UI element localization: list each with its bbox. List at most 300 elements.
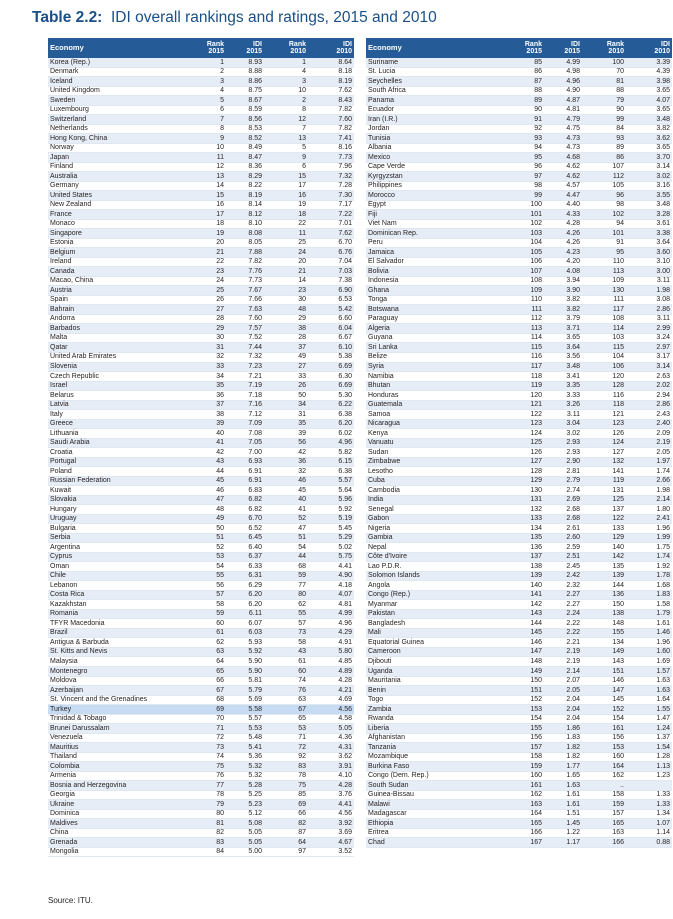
rank-2010-cell: 101 bbox=[612, 229, 624, 237]
rank-2015-cell: 8 bbox=[220, 125, 224, 133]
rank-2015-cell: 41 bbox=[216, 439, 224, 447]
rank-2015-cell: 22 bbox=[216, 258, 224, 266]
idi-2015-cell: 6.91 bbox=[248, 467, 262, 475]
idi-2015-cell: 2.04 bbox=[566, 715, 580, 723]
idi-2010-cell: 6.38 bbox=[338, 410, 352, 418]
idi-2010-cell: 3.60 bbox=[656, 248, 670, 256]
economy-cell: Trinidad & Tobago bbox=[50, 715, 107, 723]
idi-2015-cell: 2.14 bbox=[566, 667, 580, 675]
rank-2015-cell: 64 bbox=[216, 657, 224, 665]
rank-2015-cell: 43 bbox=[216, 458, 224, 466]
rank-2015-cell: 51 bbox=[216, 534, 224, 542]
rank-2015-cell: 165 bbox=[530, 819, 542, 827]
rank-2015-cell: 2 bbox=[220, 68, 224, 76]
rank-2010-cell: 96 bbox=[616, 191, 624, 199]
idi-2015-cell: 5.36 bbox=[248, 753, 262, 761]
idi-2010-cell: 6.02 bbox=[338, 429, 352, 437]
idi-2015-cell: 4.73 bbox=[566, 134, 580, 142]
rank-2010-cell: 3 bbox=[302, 77, 306, 85]
rank-2010-cell: 89 bbox=[616, 144, 624, 152]
rank-2015-cell: 113 bbox=[530, 324, 542, 332]
idi-2015-cell: 8.36 bbox=[248, 163, 262, 171]
rank-2015-cell: 157 bbox=[530, 743, 542, 751]
idi-2010-cell: 4.28 bbox=[338, 677, 352, 685]
rank-2015-cell: 124 bbox=[530, 429, 542, 437]
rank-2015-cell: 36 bbox=[216, 391, 224, 399]
idi-2015-cell: 4.68 bbox=[566, 153, 580, 161]
idi-2010-cell: 7.04 bbox=[338, 258, 352, 266]
rank-2015-cell: 75 bbox=[216, 762, 224, 770]
idi-2015-cell: 5.32 bbox=[248, 762, 262, 770]
economy-cell: Ethiopia bbox=[368, 819, 394, 827]
idi-2015-cell: 3.82 bbox=[566, 296, 580, 304]
header-economy: Economy bbox=[50, 43, 84, 53]
rank-2010-cell: 36 bbox=[298, 458, 306, 466]
economy-cell: Venezuela bbox=[50, 734, 83, 742]
economy-cell: Belize bbox=[368, 353, 388, 361]
idi-2010-cell: 7.28 bbox=[338, 182, 352, 190]
economy-cell: Qatar bbox=[50, 343, 68, 351]
rank-2010-cell: 66 bbox=[298, 810, 306, 818]
idi-2010-cell: 3.70 bbox=[656, 153, 670, 161]
rank-2015-cell: 108 bbox=[530, 277, 542, 285]
rank-2015-cell: 154 bbox=[530, 715, 542, 723]
idi-2015-cell: 7.67 bbox=[248, 286, 262, 294]
rank-2010-cell: 137 bbox=[612, 505, 624, 513]
economy-cell: Vanuatu bbox=[368, 439, 394, 447]
rank-2010-cell: 149 bbox=[612, 648, 624, 656]
header-rank-2010: Rank 2010 bbox=[288, 40, 306, 55]
rank-2015-cell: 164 bbox=[530, 810, 542, 818]
rank-2015-cell: 23 bbox=[216, 267, 224, 275]
idi-2015-cell: 8.56 bbox=[248, 115, 262, 123]
rank-2010-cell: 110 bbox=[612, 258, 624, 266]
idi-2015-cell: 2.61 bbox=[566, 524, 580, 532]
idi-2015-cell: 4.26 bbox=[566, 229, 580, 237]
rank-2015-cell: 167 bbox=[530, 838, 542, 846]
economy-cell: Russian Federation bbox=[50, 477, 111, 485]
economy-cell: Egypt bbox=[368, 201, 386, 209]
idi-2010-cell: 3.48 bbox=[656, 115, 670, 123]
economy-cell: Eritrea bbox=[368, 829, 389, 837]
idi-2015-cell: 5.48 bbox=[248, 734, 262, 742]
idi-2015-cell: 5.57 bbox=[248, 715, 262, 723]
rank-2010-cell: 148 bbox=[612, 619, 624, 627]
idi-2015-cell: 1.17 bbox=[566, 838, 580, 846]
rank-2010-cell: 16 bbox=[298, 191, 306, 199]
rank-2010-cell: 77 bbox=[298, 581, 306, 589]
economy-cell: Ireland bbox=[50, 258, 72, 266]
idi-2015-cell: 6.45 bbox=[248, 534, 262, 542]
rank-2015-cell: 34 bbox=[216, 372, 224, 380]
idi-2015-cell: 4.73 bbox=[566, 144, 580, 152]
idi-2015-cell: 8.86 bbox=[248, 77, 262, 85]
rank-2010-cell: 138 bbox=[612, 610, 624, 618]
idi-2010-cell: 1.28 bbox=[656, 753, 670, 761]
idi-2010-cell: 7.62 bbox=[338, 229, 352, 237]
rank-2010-cell: 90 bbox=[616, 106, 624, 114]
idi-2015-cell: 4.62 bbox=[566, 163, 580, 171]
idi-2015-cell: 8.08 bbox=[248, 229, 262, 237]
rank-2015-cell: 122 bbox=[530, 410, 542, 418]
rank-2015-cell: 46 bbox=[216, 486, 224, 494]
rank-2015-cell: 87 bbox=[534, 77, 542, 85]
economy-cell: Indonesia bbox=[368, 277, 399, 285]
idi-2015-cell: 5.28 bbox=[248, 781, 262, 789]
economy-cell: Rwanda bbox=[368, 715, 394, 723]
rank-2015-cell: 110 bbox=[530, 296, 542, 304]
idi-2010-cell: 4.96 bbox=[338, 439, 352, 447]
rank-2010-cell: 161 bbox=[612, 724, 624, 732]
economy-cell: Gabon bbox=[368, 515, 390, 523]
rank-2010-cell: 7 bbox=[302, 125, 306, 133]
rank-2010-cell: 69 bbox=[298, 800, 306, 808]
economy-cell: Guinea-Bissau bbox=[368, 791, 414, 799]
idi-2015-cell: 4.87 bbox=[566, 96, 580, 104]
rank-2015-cell: 104 bbox=[530, 239, 542, 247]
idi-2010-cell: 2.97 bbox=[656, 343, 670, 351]
economy-cell: Kenya bbox=[368, 429, 388, 437]
economy-cell: Greece bbox=[50, 420, 73, 428]
idi-2015-cell: 6.83 bbox=[248, 486, 262, 494]
economy-cell: Djibouti bbox=[368, 657, 392, 665]
rank-2010-cell: 139 bbox=[612, 572, 624, 580]
rank-2010-cell: 75 bbox=[298, 781, 306, 789]
rank-2010-cell: 130 bbox=[612, 286, 624, 294]
idi-2015-cell: 3.48 bbox=[566, 363, 580, 370]
idi-2010-cell: 7.82 bbox=[338, 106, 352, 114]
idi-2010-cell: 3.91 bbox=[338, 762, 352, 770]
idi-2015-cell: 6.82 bbox=[248, 496, 262, 504]
economy-cell: Tanzania bbox=[368, 743, 397, 751]
idi-2015-cell: 4.90 bbox=[566, 87, 580, 95]
idi-2010-cell: 1.33 bbox=[656, 791, 670, 799]
rank-2010-cell: 159 bbox=[612, 800, 624, 808]
idi-2015-cell: 5.05 bbox=[248, 838, 262, 846]
economy-cell: Grenada bbox=[50, 838, 78, 846]
table-title bbox=[32, 9, 437, 27]
economy-cell: Kyrgyzstan bbox=[368, 172, 403, 180]
idi-2015-cell: 7.52 bbox=[248, 334, 262, 342]
idi-2010-cell: 1.97 bbox=[656, 458, 670, 466]
rank-2010-cell: 49 bbox=[298, 353, 306, 361]
economy-cell: Albania bbox=[368, 144, 392, 152]
idi-2010-cell: 4.91 bbox=[338, 638, 352, 646]
rank-2010-cell: 94 bbox=[616, 220, 624, 228]
economy-cell: Luxembourg bbox=[50, 106, 89, 114]
idi-2010-cell: 3.08 bbox=[656, 296, 670, 304]
idi-2015-cell: 2.79 bbox=[566, 477, 580, 485]
economy-cell: Thailand bbox=[50, 753, 77, 761]
table-title-text: IDI overall rankings and ratings, 2015 and 2010 bbox=[110, 9, 437, 26]
idi-2015-cell: 7.05 bbox=[248, 439, 262, 447]
economy-cell: Costa Rica bbox=[50, 591, 85, 599]
economy-cell: Afghanistan bbox=[368, 734, 405, 742]
economy-cell: Tunisia bbox=[368, 134, 391, 142]
rank-2010-cell: 156 bbox=[612, 734, 624, 742]
economy-cell: Bhutan bbox=[368, 382, 391, 390]
economy-cell: Sweden bbox=[50, 96, 76, 104]
rank-2015-cell: 93 bbox=[534, 134, 542, 142]
idi-2010-cell: 4.58 bbox=[338, 715, 352, 723]
idi-2010-cell: 3.24 bbox=[656, 334, 670, 342]
rank-2015-cell: 120 bbox=[530, 391, 542, 399]
idi-2015-cell: 4.57 bbox=[566, 182, 580, 190]
economy-cell: Estonia bbox=[50, 239, 74, 247]
idi-2010-cell: 3.11 bbox=[656, 277, 670, 285]
idi-2010-cell: 3.65 bbox=[656, 144, 670, 152]
rank-2010-cell: 133 bbox=[612, 524, 624, 532]
idi-2010-cell: 3.17 bbox=[656, 353, 670, 361]
idi-2015-cell: 2.45 bbox=[566, 562, 580, 570]
rank-2010-cell: 37 bbox=[298, 343, 306, 351]
economy-cell: Turkey bbox=[50, 705, 72, 713]
rank-2010-cell: 68 bbox=[298, 562, 306, 570]
rank-2010-cell: 14 bbox=[298, 277, 306, 285]
idi-2010-cell: 5.29 bbox=[338, 534, 352, 542]
rank-2010-cell: 31 bbox=[298, 410, 306, 418]
idi-2015-cell: 2.81 bbox=[566, 467, 580, 475]
idi-2010-cell: 1.07 bbox=[656, 819, 670, 827]
rank-2010-cell: 11 bbox=[298, 229, 306, 237]
idi-2010-cell: 3.61 bbox=[656, 220, 670, 228]
idi-2010-cell: 3.11 bbox=[656, 315, 670, 323]
economy-cell: South Sudan bbox=[368, 781, 409, 789]
idi-2010-cell: 3.76 bbox=[338, 791, 352, 799]
idi-2010-cell: 2.09 bbox=[656, 429, 670, 437]
economy-cell: Slovenia bbox=[50, 363, 77, 370]
idi-2015-cell: 3.79 bbox=[566, 315, 580, 323]
rank-2010-cell: 51 bbox=[298, 534, 306, 542]
idi-2010-cell: 6.69 bbox=[338, 363, 352, 370]
rank-2010-cell: 32 bbox=[298, 467, 306, 475]
economy-cell: Belgium bbox=[50, 248, 76, 256]
rank-2015-cell: 132 bbox=[530, 505, 542, 513]
idi-2015-cell: 7.19 bbox=[248, 382, 262, 390]
table-number: Table 2.2: bbox=[32, 9, 103, 26]
rank-2015-cell: 140 bbox=[530, 581, 542, 589]
idi-2015-cell: 1.45 bbox=[566, 819, 580, 827]
rank-2015-cell: 20 bbox=[216, 239, 224, 247]
idi-2015-cell: 5.23 bbox=[248, 800, 262, 808]
idi-2015-cell: 5.69 bbox=[248, 696, 262, 704]
economy-cell: Serbia bbox=[50, 534, 71, 542]
rank-2015-cell: 15 bbox=[216, 191, 224, 199]
economy-cell: Samoa bbox=[368, 410, 391, 418]
rank-2015-cell: 127 bbox=[530, 458, 542, 466]
rank-2015-cell: 69 bbox=[216, 705, 224, 713]
idi-2010-cell: 5.80 bbox=[338, 648, 352, 656]
economy-cell: China bbox=[50, 829, 69, 837]
rank-2015-cell: 45 bbox=[216, 477, 224, 485]
economy-cell: Mongolia bbox=[50, 848, 79, 856]
rank-2010-cell: 123 bbox=[612, 420, 624, 428]
idi-2010-cell: 1.98 bbox=[656, 486, 670, 494]
rank-2015-cell: 128 bbox=[530, 467, 542, 475]
rank-2010-cell: 4 bbox=[302, 68, 306, 76]
idi-2015-cell: 5.79 bbox=[248, 686, 262, 694]
economy-cell: Kazakhstan bbox=[50, 600, 87, 608]
table-body-left bbox=[48, 58, 354, 857]
economy-cell: Morocco bbox=[368, 191, 395, 199]
economy-cell: Andorra bbox=[50, 315, 75, 323]
idi-2015-cell: 5.25 bbox=[248, 791, 262, 799]
rank-2015-cell: 101 bbox=[530, 210, 542, 218]
rank-2015-cell: 118 bbox=[530, 372, 542, 380]
economy-cell: Macao, China bbox=[50, 277, 94, 285]
economy-cell: Latvia bbox=[50, 401, 69, 409]
rank-2010-cell: 46 bbox=[298, 477, 306, 485]
rank-2015-cell: 74 bbox=[216, 753, 224, 761]
economy-cell: United Kingdom bbox=[50, 87, 100, 95]
idi-2015-cell: 5.81 bbox=[248, 677, 262, 685]
rank-2010-cell: 2 bbox=[302, 96, 306, 104]
idi-2015-cell: 2.27 bbox=[566, 600, 580, 608]
idi-2010-cell: 3.62 bbox=[338, 753, 352, 761]
idi-2010-cell: 1.98 bbox=[656, 286, 670, 294]
idi-2010-cell: 5.57 bbox=[338, 477, 352, 485]
economy-cell: St. Vincent and the Grenadines bbox=[50, 696, 148, 704]
rank-2015-cell: 84 bbox=[216, 848, 224, 856]
economy-cell: Italy bbox=[50, 410, 63, 418]
rank-2010-cell: 63 bbox=[298, 696, 306, 704]
rank-2015-cell: 59 bbox=[216, 610, 224, 618]
economy-cell: India bbox=[368, 496, 384, 504]
economy-cell: Spain bbox=[50, 296, 68, 304]
economy-cell: Guatemala bbox=[368, 401, 403, 409]
idi-2015-cell: 2.69 bbox=[566, 496, 580, 504]
idi-2010-cell: 2.99 bbox=[656, 324, 670, 332]
rank-2010-cell: 140 bbox=[612, 543, 624, 551]
economy-cell: Oman bbox=[50, 562, 70, 570]
idi-2010-cell: 6.20 bbox=[338, 420, 352, 428]
rank-2010-cell: 64 bbox=[298, 838, 306, 846]
rank-2010-cell: 103 bbox=[612, 334, 624, 342]
economy-cell: Solomon Islands bbox=[368, 572, 420, 580]
header-economy: Economy bbox=[368, 43, 402, 53]
economy-cell: St. Lucia bbox=[368, 68, 396, 76]
rank-2010-cell: 121 bbox=[612, 410, 624, 418]
rank-2010-cell: 54 bbox=[298, 543, 306, 551]
rank-2010-cell: 34 bbox=[298, 401, 306, 409]
rank-2015-cell: 96 bbox=[534, 163, 542, 171]
rank-2015-cell: 79 bbox=[216, 800, 224, 808]
rank-2015-cell: 24 bbox=[216, 277, 224, 285]
rank-2010-cell: 119 bbox=[612, 477, 624, 485]
economy-cell: Algeria bbox=[368, 324, 390, 332]
rank-2015-cell: 134 bbox=[530, 524, 542, 532]
rank-2015-cell: 97 bbox=[534, 172, 542, 180]
rank-2010-cell: 80 bbox=[298, 591, 306, 599]
idi-2010-cell: 7.41 bbox=[338, 134, 352, 142]
economy-cell: Kuwait bbox=[50, 486, 72, 494]
rank-2010-cell: 8 bbox=[302, 106, 306, 114]
economy-cell: Fiji bbox=[368, 210, 377, 218]
idi-2010-cell: 2.94 bbox=[656, 391, 670, 399]
economy-cell: Cameroon bbox=[368, 648, 401, 656]
economy-cell: Nicaragua bbox=[368, 420, 400, 428]
rank-2010-cell: 60 bbox=[298, 667, 306, 675]
idi-2015-cell: 3.11 bbox=[566, 410, 580, 418]
rank-2010-cell: 18 bbox=[298, 210, 306, 218]
idi-2010-cell: 1.78 bbox=[656, 572, 670, 580]
idi-2010-cell: 3.38 bbox=[656, 229, 670, 237]
idi-2015-cell: 1.61 bbox=[566, 791, 580, 799]
idi-2015-cell: 6.07 bbox=[248, 619, 262, 627]
idi-2010-cell: 7.32 bbox=[338, 172, 352, 180]
rank-2015-cell: 26 bbox=[216, 296, 224, 304]
idi-2015-cell: 1.86 bbox=[566, 724, 580, 732]
idi-2015-cell: 7.23 bbox=[248, 363, 262, 370]
economy-cell: Brunei Darussalam bbox=[50, 724, 110, 732]
economy-cell: Cyprus bbox=[50, 553, 73, 561]
rank-2015-cell: 47 bbox=[216, 496, 224, 504]
rank-2015-cell: 143 bbox=[530, 610, 542, 618]
economy-cell: Finland bbox=[50, 163, 73, 171]
idi-2010-cell: 1.33 bbox=[656, 800, 670, 808]
economy-cell: Mozambique bbox=[368, 753, 409, 761]
rank-2010-cell: 74 bbox=[298, 677, 306, 685]
idi-2010-cell: 3.65 bbox=[656, 106, 670, 114]
idi-2010-cell: 4.90 bbox=[338, 572, 352, 580]
rank-2010-cell: 154 bbox=[612, 715, 624, 723]
economy-cell: Mauritania bbox=[368, 677, 401, 685]
rank-2010-cell: 111 bbox=[613, 296, 624, 304]
idi-2010-cell: 0.88 bbox=[656, 838, 670, 846]
rank-2010-cell: 86 bbox=[616, 153, 624, 161]
idi-2010-cell: 1.74 bbox=[656, 553, 670, 561]
table-body-right bbox=[366, 58, 672, 848]
rank-2015-cell: 21 bbox=[216, 248, 224, 256]
rank-2010-cell: 82 bbox=[298, 819, 306, 827]
idi-2015-cell: 2.04 bbox=[566, 705, 580, 713]
rank-2015-cell: 18 bbox=[216, 220, 224, 228]
idi-2015-cell: 6.33 bbox=[248, 562, 262, 570]
idi-2010-cell: 3.14 bbox=[656, 163, 670, 171]
idi-2010-cell: 5.64 bbox=[338, 486, 352, 494]
idi-2015-cell: 7.12 bbox=[248, 410, 262, 418]
rank-2015-cell: 25 bbox=[216, 286, 224, 294]
economy-cell: Lithuania bbox=[50, 429, 79, 437]
rank-2010-cell: 164 bbox=[612, 762, 624, 770]
idi-2010-cell: 1.34 bbox=[656, 810, 670, 818]
rank-2010-cell: 106 bbox=[612, 363, 624, 370]
rank-2015-cell: 60 bbox=[216, 619, 224, 627]
idi-2010-cell: 5.19 bbox=[338, 515, 352, 523]
economy-cell: Germany bbox=[50, 182, 79, 190]
rank-2015-cell: 103 bbox=[530, 229, 542, 237]
rank-2010-cell: 72 bbox=[298, 743, 306, 751]
rank-2015-cell: 77 bbox=[216, 781, 224, 789]
idi-2010-cell: 7.17 bbox=[338, 201, 352, 209]
idi-2015-cell: 8.29 bbox=[248, 172, 262, 180]
idi-2010-cell: 2.86 bbox=[656, 305, 670, 313]
rank-2015-cell: 115 bbox=[530, 343, 542, 351]
idi-2015-cell: 4.79 bbox=[566, 115, 580, 123]
rank-2015-cell: 117 bbox=[530, 363, 542, 370]
rank-2015-cell: 27 bbox=[216, 305, 224, 313]
rank-2015-cell: 19 bbox=[216, 229, 224, 237]
idi-2010-cell: 3.00 bbox=[656, 267, 670, 275]
idi-2010-cell: 1.79 bbox=[656, 610, 670, 618]
idi-2015-cell: 3.65 bbox=[566, 334, 580, 342]
economy-cell: Dominican Rep. bbox=[368, 229, 418, 237]
economy-cell: Pakistan bbox=[368, 610, 395, 618]
idi-2015-cell: 6.40 bbox=[248, 543, 262, 551]
idi-2010-cell: 3.98 bbox=[656, 77, 670, 85]
idi-2010-cell: 4.99 bbox=[338, 610, 352, 618]
idi-2015-cell: 3.94 bbox=[566, 277, 580, 285]
